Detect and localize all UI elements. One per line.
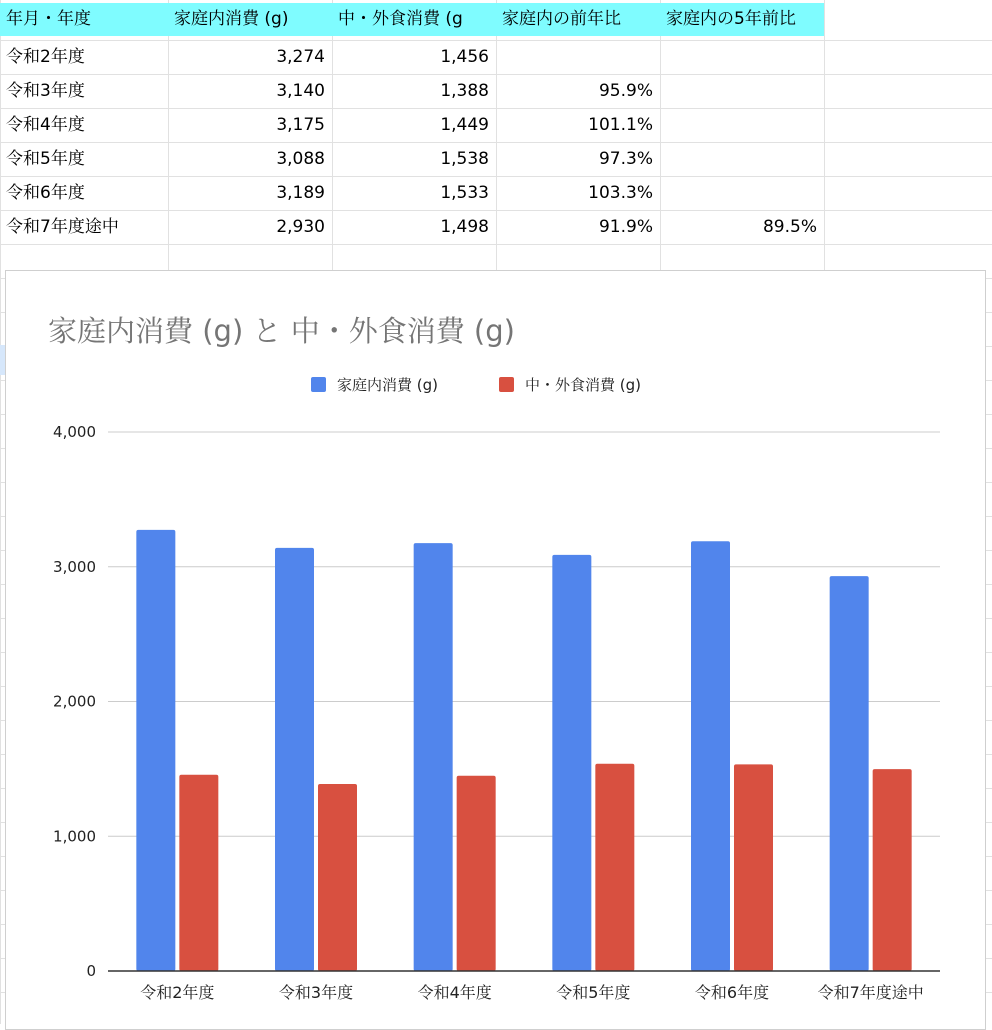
table-cell-five[interactable] — [660, 177, 824, 210]
x-tick-label: 令和4年度 — [417, 983, 492, 1002]
x-tick-label: 令和7年度途中 — [817, 983, 924, 1002]
bar-home — [275, 548, 314, 971]
bar-home — [136, 530, 175, 971]
table-cell-yoy[interactable]: 103.3% — [588, 183, 653, 203]
x-tick-label: 令和6年度 — [694, 983, 770, 1002]
bar-out — [179, 775, 218, 971]
bar-home — [691, 541, 730, 971]
header-cell-home[interactable]: 家庭内消費 (g) — [168, 3, 332, 36]
bar-out — [734, 764, 773, 971]
table-cell-year[interactable]: 令和5年度 — [6, 149, 85, 169]
bar-out — [457, 776, 496, 971]
table-cell-yoy[interactable] — [496, 41, 660, 74]
chart-title: 家庭内消費 (g) と 中・外食消費 (g) — [48, 314, 515, 348]
table-cell-year[interactable]: 令和6年度 — [6, 183, 85, 203]
bar-home — [552, 555, 591, 971]
table-cell-five[interactable] — [660, 143, 824, 176]
table-cell-out[interactable]: 1,456 — [440, 47, 489, 67]
table-cell-yoy[interactable]: 97.3% — [598, 149, 653, 169]
header-cell-five[interactable]: 家庭内の5年前比 — [660, 3, 824, 36]
bar-out — [873, 769, 912, 971]
table-cell-year[interactable]: 令和2年度 — [6, 47, 85, 67]
bar-out — [595, 764, 634, 971]
x-tick-label: 令和5年度 — [556, 983, 631, 1002]
table-cell-year[interactable]: 令和4年度 — [6, 115, 85, 135]
y-tick-label: 2,000 — [53, 692, 96, 711]
table-cell-home[interactable]: 3,189 — [276, 183, 325, 203]
table-cell-yoy[interactable]: 101.1% — [588, 115, 653, 135]
chart-card[interactable] — [5, 270, 986, 1030]
header-cell-yoy[interactable]: 家庭内の前年比 — [496, 3, 660, 36]
table-cell-home[interactable]: 3,140 — [276, 81, 325, 101]
chart-plot — [6, 271, 985, 1029]
table-cell-home[interactable]: 2,930 — [276, 217, 325, 237]
table-cell-year[interactable]: 令和3年度 — [6, 81, 85, 101]
legend-label-home: 家庭内消費 (g) — [337, 375, 438, 394]
table-cell-out[interactable]: 1,449 — [440, 115, 489, 135]
grid-row-line — [0, 244, 992, 245]
x-tick-label: 令和3年度 — [278, 983, 354, 1002]
table-cell-home[interactable]: 3,274 — [276, 47, 325, 67]
legend-label-out: 中・外食消費 (g) — [525, 375, 641, 394]
table-cell-yoy[interactable]: 91.9% — [598, 217, 653, 237]
y-tick-label: 0 — [86, 962, 96, 980]
table-cell-five[interactable] — [660, 75, 824, 108]
table-cell-yoy[interactable]: 95.9% — [598, 81, 653, 101]
table-cell-out[interactable]: 1,388 — [440, 81, 489, 101]
table-cell-home[interactable]: 3,175 — [276, 115, 325, 135]
table-cell-home[interactable]: 3,088 — [276, 149, 325, 169]
header-cell-out[interactable]: 中・外食消費 (g — [332, 3, 496, 36]
table-cell-out[interactable]: 1,498 — [440, 217, 489, 237]
bar-out — [318, 784, 357, 971]
x-tick-label: 令和2年度 — [140, 983, 215, 1002]
bar-home — [414, 543, 453, 971]
table-cell-five[interactable]: 89.5% — [762, 217, 817, 237]
table-cell-out[interactable]: 1,538 — [440, 149, 489, 169]
y-tick-label: 4,000 — [53, 423, 96, 441]
table-cell-year[interactable]: 令和7年度途中 — [6, 217, 119, 237]
table-cell-five[interactable] — [660, 41, 824, 74]
header-cell-year[interactable]: 年月・年度 — [0, 3, 168, 36]
bar-home — [830, 576, 869, 971]
y-tick-label: 1,000 — [53, 827, 96, 846]
table-cell-five[interactable] — [660, 109, 824, 142]
table-cell-out[interactable]: 1,533 — [440, 183, 489, 203]
y-tick-label: 3,000 — [53, 557, 96, 576]
